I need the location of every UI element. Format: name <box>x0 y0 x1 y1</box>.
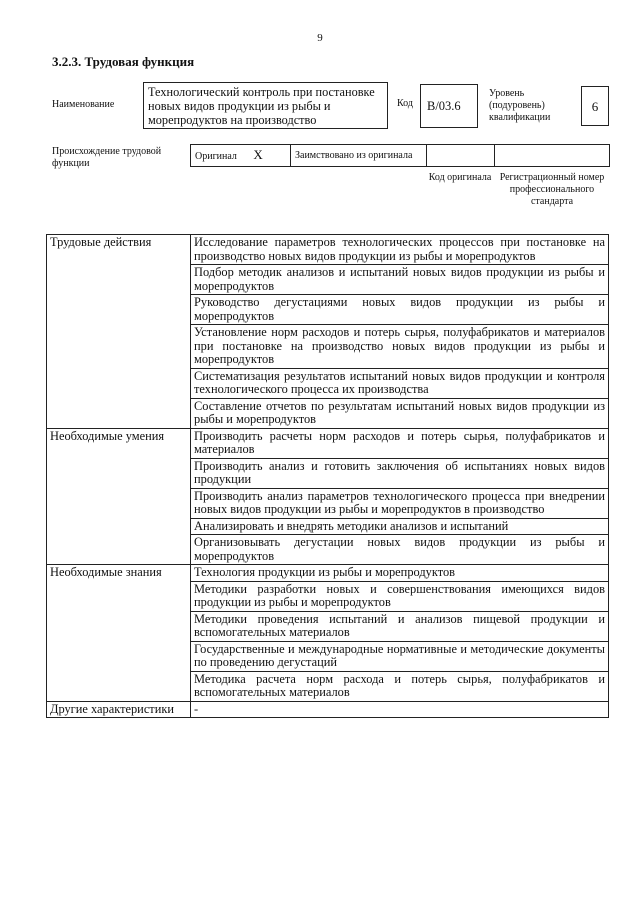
table-cell: Организовывать дегустации новых видов продукции из рыбы и морепродуктов <box>191 535 609 565</box>
section-heading: Трудовые действия <box>47 235 191 429</box>
qualification-level-label: Уровень (подуровень) квалификации <box>489 88 551 123</box>
table-cell: Производить анализ параметров технологического процесса при внедрении новых видов продукции из рыбы и морепродуктов в производство <box>191 488 609 518</box>
original-label: Оригинал <box>195 151 237 162</box>
table-row <box>47 701 609 718</box>
table-row <box>47 565 609 582</box>
table-cell: Исследование параметров технологических процессов при постановке на производство новых видов продукции из рыбы и морепродуктов <box>191 235 609 265</box>
origin-table <box>190 144 610 167</box>
table-cell: Систематизация результатов испытаний новых видов продукции и контроля технологического процесса их производства <box>191 368 609 398</box>
table-cell: Установление норм расходов и потерь сырья, полуфабрикатов и материалов при постановке на производство новых видов продукции из рыбы и морепродуктов <box>191 325 609 369</box>
code-original-label: Код оригинала <box>428 172 492 183</box>
table-cell: Методики разработки новых и совершенствования имеющихся видов продукции из рыбы и морепродуктов <box>191 581 609 611</box>
table-cell: Производить расчеты норм расходов и потерь сырья, полуфабрикатов и материалов <box>191 428 609 458</box>
borrowed-label: Заимствовано из оригинала <box>291 145 427 167</box>
name-label: Наименование <box>52 99 115 110</box>
function-name: Технологический контроль при постановке новых видов продукции из рыбы и морепродуктов на производство <box>143 82 388 129</box>
function-table <box>46 234 609 718</box>
table-row <box>47 235 609 265</box>
table-cell: Анализировать и внедрять методики анализов и испытаний <box>191 518 609 535</box>
section-heading: Необходимые умения <box>47 428 191 565</box>
table-cell: Руководство дегустациями новых видов продукции из рыбы и морепродуктов <box>191 295 609 325</box>
page-number: 9 <box>317 32 323 44</box>
table-row <box>47 428 609 458</box>
table-cell: Технология продукции из рыбы и морепродуктов <box>191 565 609 582</box>
table-cell: Государственные и международные нормативные и методические документы по проведению дегустаций <box>191 641 609 671</box>
table-cell: - <box>191 701 609 718</box>
table-cell: Методика расчета норм расхода и потерь сырья, полуфабрикатов и вспомогательных материалов <box>191 671 609 701</box>
code-value: B/03.6 <box>420 84 478 128</box>
original-mark: X <box>253 147 263 162</box>
section-heading: Необходимые знания <box>47 565 191 702</box>
code-original-cell <box>427 145 495 167</box>
table-cell: Производить анализ и готовить заключения об испытаниях новых видов продукции <box>191 458 609 488</box>
table-cell: Подбор методик анализов и испытаний новых видов продукции из рыбы и морепродуктов <box>191 265 609 295</box>
table-cell: Методики проведения испытаний и анализов пищевой продукции и вспомогательных материалов <box>191 611 609 641</box>
reg-number-label: Регистрационный номер профессионального стандарта <box>499 172 605 207</box>
origin-label: Происхождение трудовой функции <box>52 146 162 169</box>
reg-number-cell <box>495 145 610 167</box>
table-cell: Составление отчетов по результатам испытаний новых видов продукции из рыбы и морепродуктов <box>191 398 609 428</box>
section-heading: Другие характеристики <box>47 701 191 718</box>
code-label: Код <box>397 98 413 109</box>
section-title: 3.2.3. Трудовая функция <box>52 54 195 69</box>
qualification-level-value: 6 <box>581 86 609 126</box>
original-cell <box>191 145 291 167</box>
